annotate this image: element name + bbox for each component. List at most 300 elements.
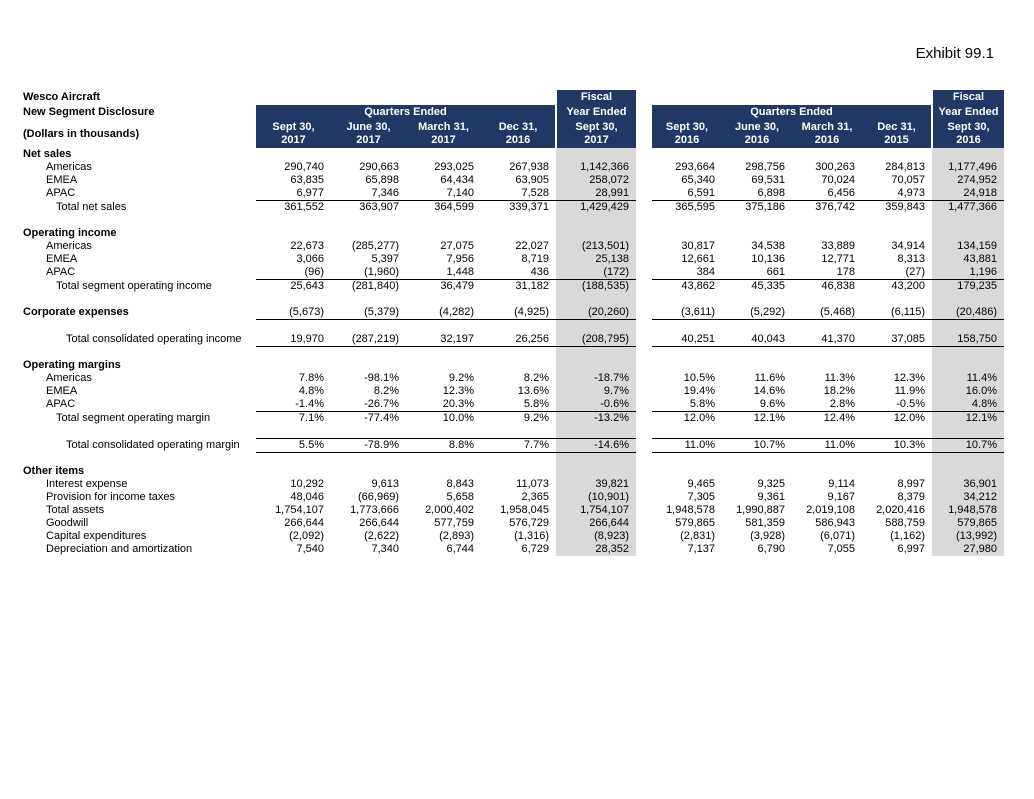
value-cell: 10.3% (862, 438, 932, 452)
value-cell (481, 465, 556, 478)
value-cell: 290,663 (359, 161, 399, 173)
value-cell: (1,316) (514, 530, 549, 542)
value-cell: 266,644 (284, 517, 324, 529)
exhibit-label: Exhibit 99.1 (915, 45, 994, 62)
value-cell: 7,055 (827, 543, 855, 555)
value-cell (652, 214, 722, 227)
value-cell: 14.6% (753, 385, 785, 397)
table-row-americas (20, 372, 1004, 385)
row-label (20, 425, 256, 438)
value-cell: -1.4% (295, 398, 324, 410)
value-cell: 2.8% (829, 398, 855, 410)
row-label: Provision for income taxes (46, 491, 175, 503)
value-cell: 134,159 (932, 240, 1004, 253)
value-cell: 12.4% (792, 412, 862, 426)
value-cell: 7,540 (296, 543, 324, 555)
value-cell (932, 320, 1004, 333)
quarters-blank (652, 90, 932, 105)
value-cell: 36,901 (932, 478, 1004, 491)
value-cell (652, 465, 722, 478)
group-spacer (636, 174, 652, 187)
value-cell: (1,162) (890, 530, 925, 542)
value-cell (406, 359, 481, 372)
value-cell: 10,136 (751, 253, 785, 265)
value-cell: 12.1% (722, 412, 792, 426)
value-cell: (96) (304, 266, 324, 278)
value-cell: 8,719 (521, 253, 549, 265)
value-cell: 661 (766, 266, 785, 278)
value-cell: 10.5% (683, 372, 715, 384)
value-cell (331, 425, 406, 438)
value-cell (481, 227, 556, 240)
value-cell: 27,980 (932, 543, 1004, 556)
value-cell (862, 214, 932, 227)
value-cell: 12.0% (862, 412, 932, 426)
value-cell (932, 465, 1004, 478)
value-cell: 10.7% (722, 438, 792, 452)
value-cell (862, 148, 932, 161)
value-cell (932, 293, 1004, 306)
group-spacer (636, 491, 652, 504)
value-cell: 1,196 (932, 266, 1004, 280)
value-cell: 1,990,887 (736, 504, 785, 516)
value-cell: (208,795) (556, 333, 636, 347)
value-cell (722, 214, 792, 227)
value-cell: 25,138 (556, 253, 636, 266)
value-cell (932, 346, 1004, 359)
value-cell (331, 227, 406, 240)
value-cell: 1,754,107 (556, 504, 636, 517)
value-cell: 7.8% (298, 372, 324, 384)
value-cell: 34,538 (751, 240, 785, 252)
fiscal-header-top: Fiscal (556, 90, 636, 105)
value-cell (556, 465, 636, 478)
table-row-total-segment-operating-income (20, 280, 1004, 294)
value-cell (481, 452, 556, 465)
value-cell: -13.2% (556, 412, 636, 426)
value-cell: 22,027 (515, 240, 549, 252)
value-cell: (66,969) (358, 491, 399, 503)
value-cell: 1,948,578 (666, 504, 715, 516)
value-cell: 43,862 (652, 280, 722, 294)
value-cell: 284,813 (885, 161, 925, 173)
value-cell: 1,177,496 (932, 161, 1004, 174)
value-cell (722, 346, 792, 359)
value-cell: (188,535) (556, 280, 636, 294)
value-cell: (5,292) (722, 306, 792, 320)
value-cell: 375,186 (722, 201, 792, 215)
value-cell (331, 359, 406, 372)
column-header: Sept 30, 2016 (652, 120, 722, 148)
value-cell (862, 227, 932, 240)
value-cell: 9,361 (757, 491, 785, 503)
value-cell: 8.2% (523, 372, 549, 384)
value-cell: 34,212 (932, 491, 1004, 504)
value-cell: 19.4% (683, 385, 715, 397)
value-cell: 28,991 (556, 187, 636, 201)
value-cell: 300,263 (815, 161, 855, 173)
row-label (20, 452, 256, 465)
value-cell: 24,918 (932, 187, 1004, 201)
value-cell (722, 452, 792, 465)
value-cell: 178 (836, 266, 855, 278)
row-label: Total segment operating income (56, 279, 212, 292)
row-label: Americas (46, 161, 92, 173)
value-cell: 576,729 (509, 517, 549, 529)
value-cell: 65,340 (681, 174, 715, 186)
group-spacer (636, 333, 652, 347)
quarters-ended-label: Quarters Ended (652, 105, 932, 120)
value-cell: -26.7% (364, 398, 399, 410)
value-cell: 9,114 (828, 478, 855, 490)
value-cell: 8,379 (897, 491, 925, 503)
value-cell: 7.1% (256, 412, 331, 426)
value-cell: (2,831) (680, 530, 715, 542)
value-cell (556, 425, 636, 438)
table-row-apac (20, 398, 1004, 412)
value-cell: (4,282) (406, 306, 481, 320)
group-spacer (636, 346, 652, 359)
value-cell: 6,898 (757, 187, 785, 199)
value-cell: 298,756 (745, 161, 785, 173)
table-row-corporate-expenses (20, 306, 1004, 320)
group-spacer (636, 187, 652, 201)
value-cell: -77.4% (331, 412, 406, 426)
value-cell: 290,740 (284, 161, 324, 173)
value-cell: 11,073 (516, 478, 549, 490)
value-cell: 339,371 (481, 201, 556, 215)
value-cell: 6,790 (757, 543, 785, 555)
value-cell: 293,664 (675, 161, 715, 173)
group-spacer (636, 266, 652, 280)
value-cell: -14.6% (556, 438, 636, 452)
value-cell (932, 227, 1004, 240)
value-cell: 267,938 (509, 161, 549, 173)
group-spacer (636, 120, 652, 148)
row-label: Total consolidated operating income (66, 332, 242, 345)
value-cell: 266,644 (359, 517, 399, 529)
value-cell: 22,673 (290, 240, 324, 252)
value-cell: 7,340 (371, 543, 399, 555)
value-cell (481, 320, 556, 333)
group-spacer (636, 412, 652, 426)
row-label (20, 346, 256, 359)
group-spacer (636, 517, 652, 530)
value-cell (792, 148, 862, 161)
value-cell (556, 148, 636, 161)
value-cell: 19,970 (256, 333, 331, 347)
table-row-emea (20, 253, 1004, 266)
value-cell: 1,477,366 (932, 201, 1004, 215)
value-cell (652, 346, 722, 359)
table-row-operating-income (20, 227, 1004, 240)
value-cell: 4.8% (298, 385, 324, 397)
group-spacer (636, 90, 652, 105)
header-row-quarters (20, 105, 1004, 120)
value-cell (722, 425, 792, 438)
value-cell: 581,359 (745, 517, 785, 529)
group-spacer (636, 530, 652, 543)
value-cell: (213,501) (556, 240, 636, 253)
value-cell (652, 227, 722, 240)
value-cell: 588,759 (885, 517, 925, 529)
value-cell: 46,838 (792, 280, 862, 294)
row-label: Other items (23, 465, 85, 477)
table-row-americas (20, 161, 1004, 174)
value-cell: 63,905 (515, 174, 549, 186)
value-cell (331, 452, 406, 465)
table-row-other-items (20, 465, 1004, 478)
value-cell: 20.3% (442, 398, 474, 410)
value-cell: 27,075 (440, 240, 474, 252)
value-cell (862, 452, 932, 465)
group-spacer (636, 214, 652, 227)
group-spacer (636, 504, 652, 517)
value-cell: (281,840) (331, 280, 406, 294)
table-row-apac (20, 187, 1004, 201)
value-cell: (2,092) (289, 530, 324, 542)
column-header: March 31, 2016 (792, 120, 862, 148)
group-spacer (636, 227, 652, 240)
group-spacer (636, 253, 652, 266)
value-cell: (3,611) (652, 306, 722, 320)
value-cell: (6,115) (862, 306, 932, 320)
row-label: APAC (46, 398, 76, 411)
value-cell (932, 148, 1004, 161)
row-label (20, 214, 256, 227)
row-label: EMEA (46, 385, 78, 397)
column-header: Dec 31, 2016 (481, 120, 556, 148)
table-row-total-consolidated-operating-income (20, 333, 1004, 347)
value-cell: 579,865 (675, 517, 715, 529)
value-cell: 364,599 (406, 201, 481, 215)
value-cell: 9.2% (448, 372, 474, 384)
spacer-row (20, 346, 1004, 359)
column-header: Sept 30, 2017 (256, 120, 331, 148)
value-cell (862, 293, 932, 306)
row-label: Corporate expenses (23, 306, 129, 319)
value-cell (406, 465, 481, 478)
value-cell (932, 214, 1004, 227)
value-cell (481, 359, 556, 372)
spacer-row (20, 214, 1004, 227)
value-cell: 363,907 (331, 201, 406, 215)
row-label: APAC (46, 266, 76, 279)
value-cell (862, 359, 932, 372)
value-cell: 12.0% (652, 412, 722, 426)
value-cell: 11.0% (652, 438, 722, 452)
value-cell (556, 320, 636, 333)
value-cell (556, 452, 636, 465)
group-spacer (636, 385, 652, 398)
value-cell (722, 320, 792, 333)
row-label: APAC (46, 187, 76, 200)
value-cell: 45,335 (722, 280, 792, 294)
value-cell: 9.2% (481, 412, 556, 426)
row-label: EMEA (46, 253, 78, 265)
value-cell: 9.7% (556, 385, 636, 398)
value-cell: (5,379) (331, 306, 406, 320)
value-cell: 6,744 (446, 543, 474, 555)
value-cell: (13,992) (932, 530, 1004, 543)
value-cell: 6,591 (687, 187, 715, 199)
group-spacer (636, 293, 652, 306)
value-cell: 43,881 (932, 253, 1004, 266)
value-cell (331, 214, 406, 227)
value-cell: 9,613 (371, 478, 399, 490)
value-cell (792, 346, 862, 359)
value-cell (256, 148, 331, 161)
table-row-operating-margins (20, 359, 1004, 372)
value-cell: 5.8% (523, 398, 549, 410)
value-cell: 6,456 (827, 187, 855, 199)
value-cell (722, 227, 792, 240)
value-cell: 12.3% (893, 372, 925, 384)
value-cell (862, 425, 932, 438)
value-cell (722, 148, 792, 161)
table-head (20, 90, 1004, 148)
value-cell (406, 293, 481, 306)
value-cell: 36,479 (406, 280, 481, 294)
value-cell: 40,043 (722, 333, 792, 347)
fiscal-header-top: Fiscal (932, 90, 1004, 105)
table-row-depreciation-and-amortization (20, 543, 1004, 556)
group-spacer (636, 320, 652, 333)
group-spacer (636, 105, 652, 120)
group-spacer (636, 280, 652, 294)
value-cell: 9,325 (757, 478, 785, 490)
value-cell: 33,889 (821, 240, 855, 252)
value-cell: 7.7% (481, 438, 556, 452)
value-cell: 43,200 (862, 280, 932, 294)
value-cell: 12,771 (821, 253, 855, 265)
value-cell: (5,468) (792, 306, 862, 320)
value-cell (256, 214, 331, 227)
value-cell: (5,673) (256, 306, 331, 320)
value-cell (652, 425, 722, 438)
row-label (20, 320, 256, 333)
value-cell: 1,773,666 (350, 504, 399, 516)
value-cell (556, 227, 636, 240)
table-row-americas (20, 240, 1004, 253)
units-label: (Dollars in thousands) (23, 127, 140, 140)
value-cell: 2,019,108 (806, 504, 855, 516)
value-cell (652, 293, 722, 306)
spacer-row (20, 425, 1004, 438)
value-cell (256, 452, 331, 465)
value-cell (256, 320, 331, 333)
value-cell: (27) (905, 266, 925, 278)
value-cell: 8,313 (897, 253, 925, 265)
value-cell: 26,256 (481, 333, 556, 347)
row-label: Net sales (23, 148, 72, 160)
table-row-capital-expenditures (20, 530, 1004, 543)
table-row-provision-for-income-taxes (20, 491, 1004, 504)
row-label: Operating income (23, 227, 117, 239)
quarters-blank (256, 90, 556, 105)
value-cell: 365,595 (652, 201, 722, 215)
value-cell (792, 452, 862, 465)
value-cell: 12.1% (932, 412, 1004, 426)
table-row-total-segment-operating-margin (20, 412, 1004, 426)
value-cell: 11.6% (754, 372, 785, 384)
value-cell (406, 214, 481, 227)
table-row-total-assets (20, 504, 1004, 517)
row-label: Operating margins (23, 359, 121, 371)
value-cell: 37,085 (862, 333, 932, 347)
row-label: Depreciation and amortization (46, 543, 193, 555)
value-cell (932, 452, 1004, 465)
value-cell: 25,643 (256, 280, 331, 294)
value-cell: 6,977 (296, 187, 324, 199)
value-cell (481, 148, 556, 161)
value-cell: 586,943 (815, 517, 855, 529)
value-cell: 30,817 (681, 240, 715, 252)
value-cell: 436 (530, 266, 549, 278)
value-cell: (8,923) (556, 530, 636, 543)
row-label: Total consolidated operating margin (66, 438, 240, 451)
value-cell: 293,025 (434, 161, 474, 173)
value-cell: 64,434 (440, 174, 474, 186)
value-cell (406, 346, 481, 359)
value-cell: (285,277) (351, 240, 399, 252)
value-cell (722, 359, 792, 372)
table-row-net-sales (20, 148, 1004, 161)
value-cell (556, 346, 636, 359)
value-cell (406, 452, 481, 465)
value-cell: 13.6% (517, 385, 549, 397)
value-cell: 6,729 (521, 543, 549, 555)
value-cell: 266,644 (556, 517, 636, 530)
value-cell: 8,843 (446, 478, 474, 490)
value-cell: 1,958,045 (500, 504, 549, 516)
group-spacer (636, 148, 652, 161)
group-spacer (636, 359, 652, 372)
group-spacer (636, 201, 652, 215)
value-cell: 9,465 (687, 478, 715, 490)
value-cell: 10.0% (406, 412, 481, 426)
value-cell (792, 227, 862, 240)
value-cell: (20,260) (556, 306, 636, 320)
value-cell (722, 293, 792, 306)
group-spacer (636, 543, 652, 556)
disclosure-title: New Segment Disclosure (23, 106, 155, 118)
value-cell: 6,997 (897, 543, 925, 555)
value-cell (406, 148, 481, 161)
group-spacer (636, 372, 652, 385)
value-cell (481, 346, 556, 359)
value-cell (556, 214, 636, 227)
value-cell: 7,528 (521, 187, 549, 199)
column-header: Dec 31, 2015 (862, 120, 932, 148)
value-cell (862, 465, 932, 478)
value-cell: 1,948,578 (932, 504, 1004, 517)
value-cell (652, 320, 722, 333)
value-cell (792, 214, 862, 227)
value-cell: 577,759 (434, 517, 474, 529)
value-cell: 2,000,402 (425, 504, 474, 516)
value-cell: 32,197 (406, 333, 481, 347)
spacer-row (20, 452, 1004, 465)
value-cell (256, 465, 331, 478)
value-cell: 7,956 (446, 253, 474, 265)
header-row-dates (20, 120, 1004, 148)
value-cell: 7,140 (446, 187, 474, 199)
value-cell (862, 320, 932, 333)
value-cell: 69,531 (751, 174, 785, 186)
value-cell: -0.5% (896, 398, 925, 410)
table-row-total-net-sales (20, 201, 1004, 215)
